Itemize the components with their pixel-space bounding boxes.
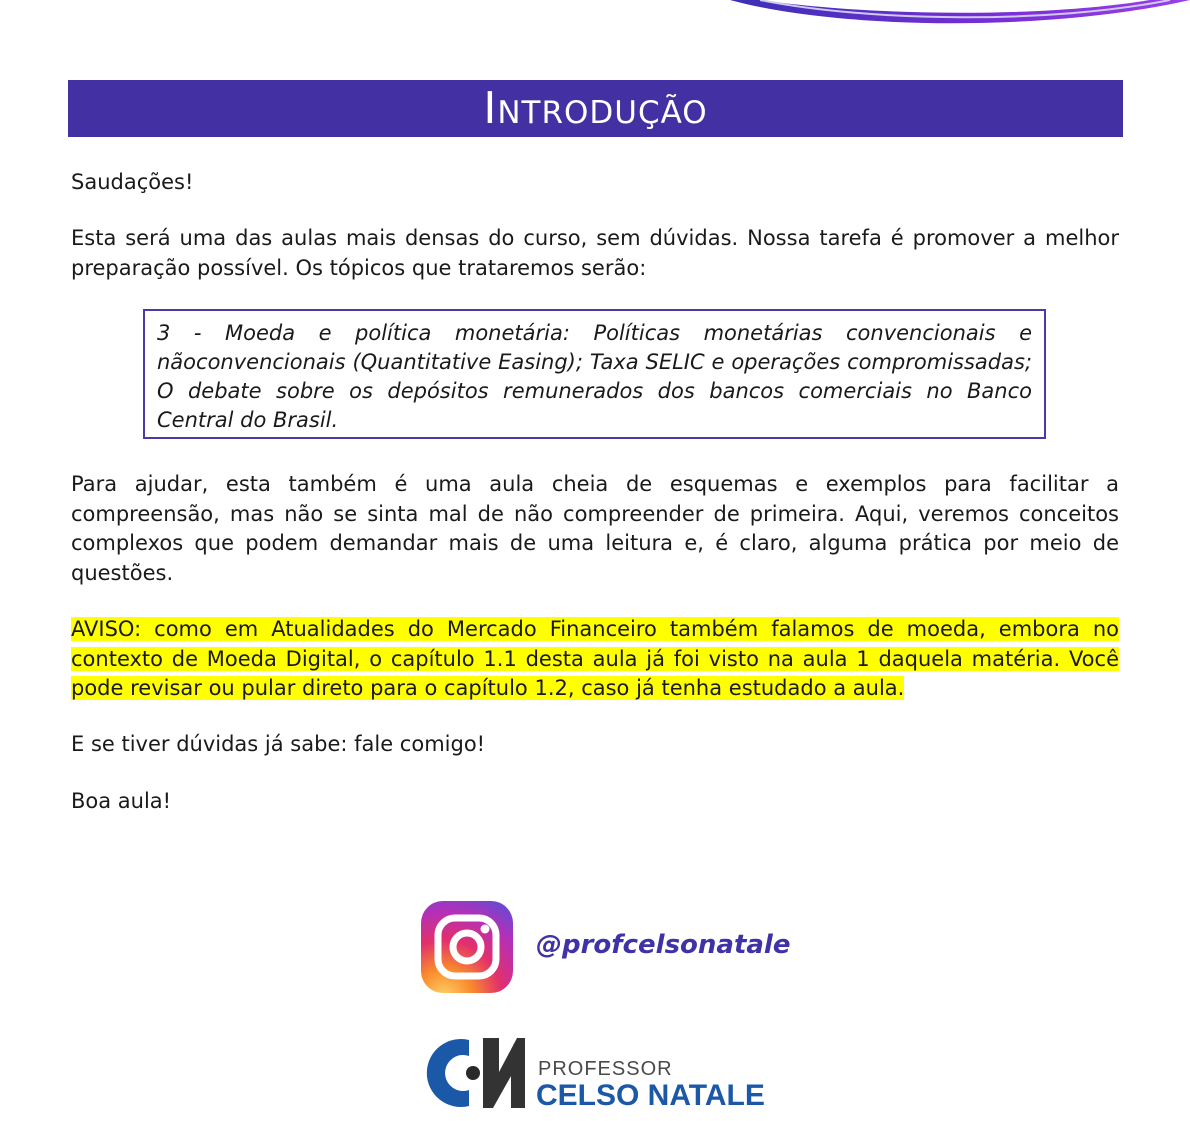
contact-text: E se tiver dúvidas já sabe: fale comigo!: [71, 732, 486, 756]
closing-text: Boa aula!: [71, 789, 172, 813]
section-banner: [68, 80, 1123, 137]
notice-highlight: AVISO: como em Atualidades do Mercado Financeiro também falamos de moeda, embora no contexto de Moeda Digital, o capítulo 1.1 desta aula já foi visto na aula 1 daquela matéria. Você pode revisar ou pular direto para o capítulo 1.2, caso já tenha estudado a aula.: [71, 617, 1119, 700]
cn-logo-icon: [425, 1032, 529, 1112]
topic-text: 3 - Moeda e política monetária: Políticas monetárias convencionais e nãoconvencionais (Quantitative Easing); Taxa SELIC e operações compromissadas; O debate sobre os depósitos remunerados dos bancos comerciais no Banco Central do Brasil.: [157, 321, 1032, 432]
help-paragraph: Para ajudar, esta também é uma aula cheia de esquemas e exemplos para facilitar a compreensão, mas não se sinta mal de não compreender de primeira. Aqui, veremos conceitos complexos que podem demandar mais de uma leitura e, é claro, alguma prática por meio de questões.: [71, 472, 1119, 585]
section-title: Introdução: [483, 83, 708, 134]
instagram-handle[interactable]: @profcelsonatale: [536, 930, 791, 960]
logo-name-text: CELSO NATALE: [536, 1079, 765, 1112]
topic-box: [143, 309, 1046, 439]
greeting-text: Saudações!: [71, 170, 194, 194]
decorative-swoosh: [720, 0, 1190, 40]
instagram-icon[interactable]: [421, 901, 513, 993]
logo-professor-text: PROFESSOR: [538, 1058, 673, 1080]
notice-paragraph: [71, 615, 1119, 704]
intro-paragraph: Esta será uma das aulas mais densas do curso, sem dúvidas. Nossa tarefa é promover a melhor preparação possível. Os tópicos que trataremos serão:: [71, 226, 1119, 280]
